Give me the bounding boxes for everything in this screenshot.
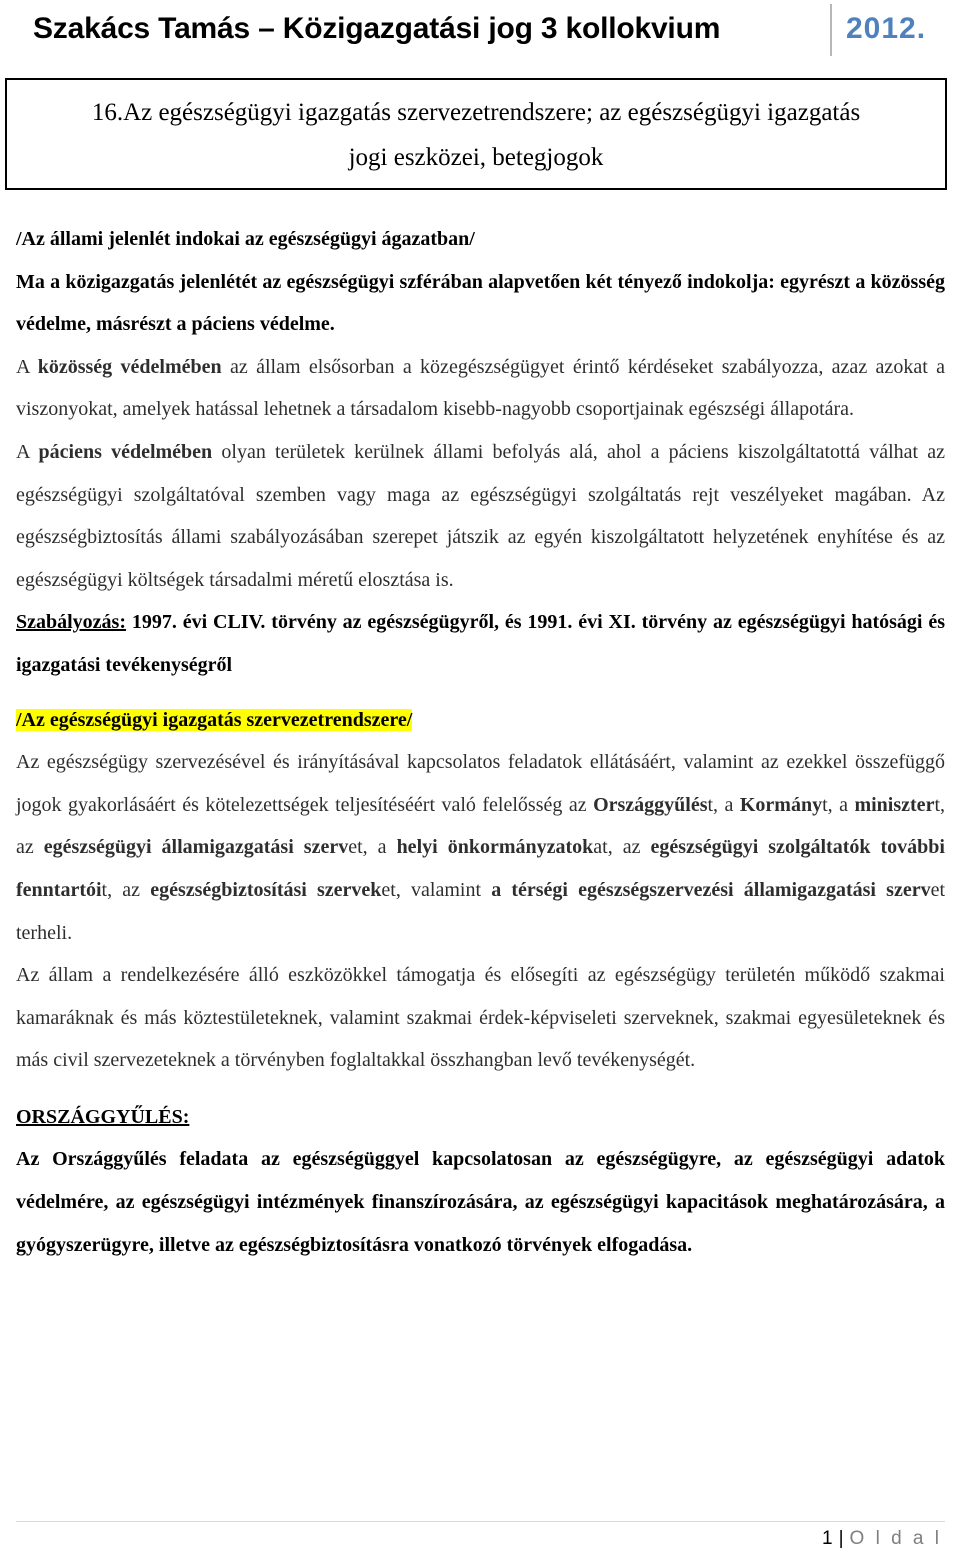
- document-body: [16, 218, 945, 1266]
- footer-divider: [16, 1521, 945, 1522]
- paragraph-text: az állam elsősorban a közegészségügyet érintő kérdéseket szabályozza, azaz azokat a viszonyokat, amelyek hatással lehetnek a társadalom kisebb-nagyobb csoportjainak egészségi állapotára.: [16, 355, 945, 421]
- responsible-body-term: Kormány: [739, 793, 823, 816]
- header-separator: [830, 4, 832, 56]
- paragraph-text: t, a: [822, 793, 855, 816]
- paragraph-text: olyan területek kerülnek állami befolyás alá, ahol a páciens kiszolgáltatottá válhat az egészségügyi szolgáltatóval szemben vagy maga az egészségügyi szolgáltatás rejt veszélyeket magában. Az egészségbiztosítás állami szabályozásában szerepet játszik az egyén kiszolgáltatott helyzetének enyhítése és az egészségügyi költségek társadalmi méretű elosztása is.: [16, 440, 946, 591]
- paragraph-text: t, az: [101, 878, 151, 901]
- footer-separator: |: [838, 1528, 844, 1549]
- paragraph-text: Az egészségügy szervezésével és irányításával kapcsolatos feladatok ellátásáért, valamint az ezekkel összefüggő jogok gyakorlásáért és kötelezettségek teljesítéséért való felelősség az: [16, 751, 945, 816]
- paragraph-text: A: [16, 355, 38, 378]
- patient-protection-paragraph: [16, 431, 945, 601]
- responsible-body-term: egészségügyi államigazgatási szerv: [43, 836, 349, 859]
- community-protection-paragraph: [16, 346, 945, 431]
- paragraph-text: at, az: [593, 836, 651, 859]
- regulation-text: 1997. évi CLIV. törvény az egészségügyről, és 1991. évi XI. törvény az egészségügyi hatósági és igazgatási tevékenységről: [16, 611, 945, 676]
- page-word: O l d a l: [849, 1528, 942, 1549]
- community-protection-term: közösség védelmében: [37, 355, 222, 378]
- page-footer: [822, 1528, 942, 1550]
- intro-paragraph: Ma a közigazgatás jelenlétét az egészségügyi szférában alapvetően két tényező indokolja: egyrészt a közösség védelme, másrészt a páciens védelme.: [16, 270, 945, 336]
- topic-title-line-1: 16.Az egészségügyi igazgatás szervezetrendszere; az egészségügyi igazgatás: [91, 99, 861, 126]
- responsible-body-term: egészségbiztosítási szervek: [150, 878, 382, 901]
- paragraph-text: t, az: [16, 793, 946, 859]
- header-year: 2012.: [846, 12, 927, 45]
- responsibility-paragraph: [16, 741, 945, 954]
- section-heading-text: /Az állami jelenlét indokai az egészségügyi ágazatban/: [16, 228, 475, 250]
- patient-protection-term: páciens védelmében: [38, 440, 213, 463]
- topic-title-line-2: jogi eszközei, betegjogok: [348, 144, 604, 171]
- parliament-paragraph: Az Országgyűlés feladata az egészségüggyel kapcsolatosan az egészségügyre, az egészségügyi adatok védelmére, az egészségügyi intézmények finanszírozására, az egészségügyi kapacitások meghatározására, a gyógyszerügyre, illetve az egészségbiztosításra vonatkozó törvények elfogadása.: [16, 1148, 945, 1256]
- parliament-heading: ORSZÁGGYŰLÉS:: [16, 1105, 190, 1128]
- responsible-body-term: helyi önkormányzatok: [396, 836, 594, 859]
- responsible-body-term: Országgyűlés: [593, 793, 708, 816]
- regulation-paragraph: [16, 601, 945, 686]
- paragraph-text: et, valamint: [381, 878, 492, 901]
- topic-title-box: [5, 78, 947, 190]
- responsible-body-term: a térségi egészségszervezési államigazgatási szerv: [491, 878, 931, 901]
- page-number: 1: [822, 1528, 833, 1549]
- section-heading-state-presence: [16, 218, 945, 261]
- paragraph-text: A: [16, 440, 39, 463]
- section-heading-parliament: [16, 1096, 945, 1139]
- regulation-label: Szabályozás:: [16, 611, 126, 634]
- section-heading-highlight: /Az egészségügyi igazgatás szervezetrendszere/: [16, 708, 413, 731]
- section-heading-organization: [16, 699, 945, 742]
- state-support-paragraph: Az állam a rendelkezésére álló eszközökkel támogatja és elősegíti az egészségügy területén működő szakmai kamaráknak és más köztestületeknek, valamint szakmai érdek-képviseleti szerveknek, szakmai egyesületeknek és más civil szervezeteknek a törvényben foglaltakkal összhangban levő tevékenységét.: [16, 964, 945, 1072]
- responsible-body-term: egészségügyi szolgáltatók további fenntartói: [16, 836, 945, 901]
- page-header: [0, 0, 960, 68]
- responsible-body-term: miniszter: [854, 793, 935, 816]
- header-title: Szakács Tamás – Közigazgatási jog 3 kollokvium: [33, 12, 721, 45]
- paragraph-text: t, a: [707, 793, 740, 816]
- paragraph-text: et terheli.: [16, 878, 946, 944]
- paragraph-text: et, a: [348, 836, 397, 859]
